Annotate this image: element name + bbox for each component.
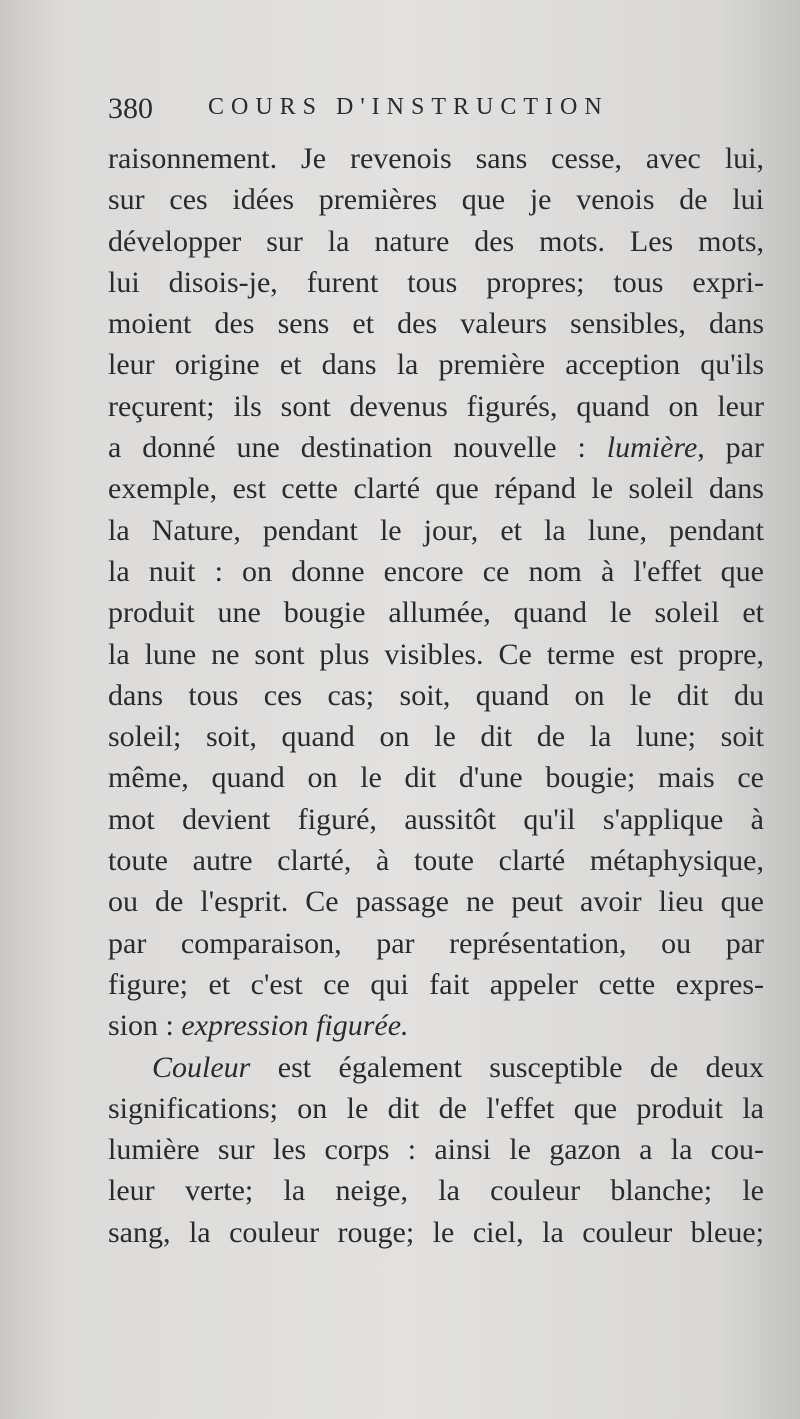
page-header — [108, 92, 708, 132]
text-line: la lune ne sont plus visibles. Ce terme est propre, — [108, 637, 764, 671]
text-line: lui disois-je, furent tous propres; tous expri- — [108, 265, 764, 299]
text-line: moient des sens et des valeurs sensibles, dans — [108, 307, 764, 341]
text-segment: est également susceptible de deux — [250, 1050, 764, 1084]
page-number: 380 — [108, 92, 153, 125]
text-line: exemple, est cette clarté que répand le soleil dans — [108, 472, 764, 506]
text-line: reçurent; ils sont devenus figurés, quand on leur — [108, 389, 764, 423]
text-line: lumière sur les corps : ainsi le gazon a la cou- — [108, 1133, 764, 1167]
text-line: même, quand on le dit d'une bougie; mais ce — [108, 761, 764, 795]
text-segment: a donné une destination nouvelle : — [108, 431, 607, 465]
text-segment: , par — [697, 431, 764, 465]
text-line: leur origine et dans la première acception qu'ils — [108, 348, 764, 382]
italic-term: expression figurée. — [181, 1009, 409, 1043]
text-line: ou de l'esprit. Ce passage ne peut avoir lieu que — [108, 885, 764, 919]
text-line: par comparaison, par représentation, ou par — [108, 926, 764, 960]
text-line: la nuit : on donne encore ce nom à l'effet que — [108, 554, 764, 588]
body-text — [108, 138, 764, 1253]
text-line: sang, la couleur rouge; le ciel, la couleur bleue; — [108, 1215, 764, 1249]
text-segment: sion : — [108, 1009, 182, 1043]
text-line — [108, 1005, 764, 1046]
text-line: mot devient figuré, aussitôt qu'il s'applique à — [108, 802, 764, 836]
text-line: dans tous ces cas; soit, quand on le dit du — [108, 678, 764, 712]
text-line: significations; on le dit de l'effet que produit la — [108, 1091, 764, 1125]
text-line: sur ces idées premières que je venois de lui — [108, 183, 764, 217]
running-head: COURS D'INSTRUCTION — [208, 94, 609, 120]
text-line: toute autre clarté, à toute clarté métaphysique, — [108, 844, 764, 878]
text-line: figure; et c'est ce qui fait appeler cette expres- — [108, 967, 764, 1001]
text-line: raisonnement. Je revenois sans cesse, avec lui, — [108, 142, 764, 175]
text-line: la Nature, pendant le jour, et la lune, pendant — [108, 513, 764, 547]
text-line: produit une bougie allumée, quand le soleil et — [108, 596, 764, 630]
text-line: soleil; soit, quand on le dit de la lune; soit — [108, 720, 764, 754]
text-line: développer sur la nature des mots. Les mots, — [108, 224, 764, 258]
italic-term: Couleur — [152, 1050, 251, 1084]
text-line — [108, 427, 764, 468]
text-line: leur verte; la neige, la couleur blanche; le — [108, 1174, 764, 1208]
text-line — [108, 1047, 764, 1088]
italic-term: lumière — [606, 431, 698, 465]
